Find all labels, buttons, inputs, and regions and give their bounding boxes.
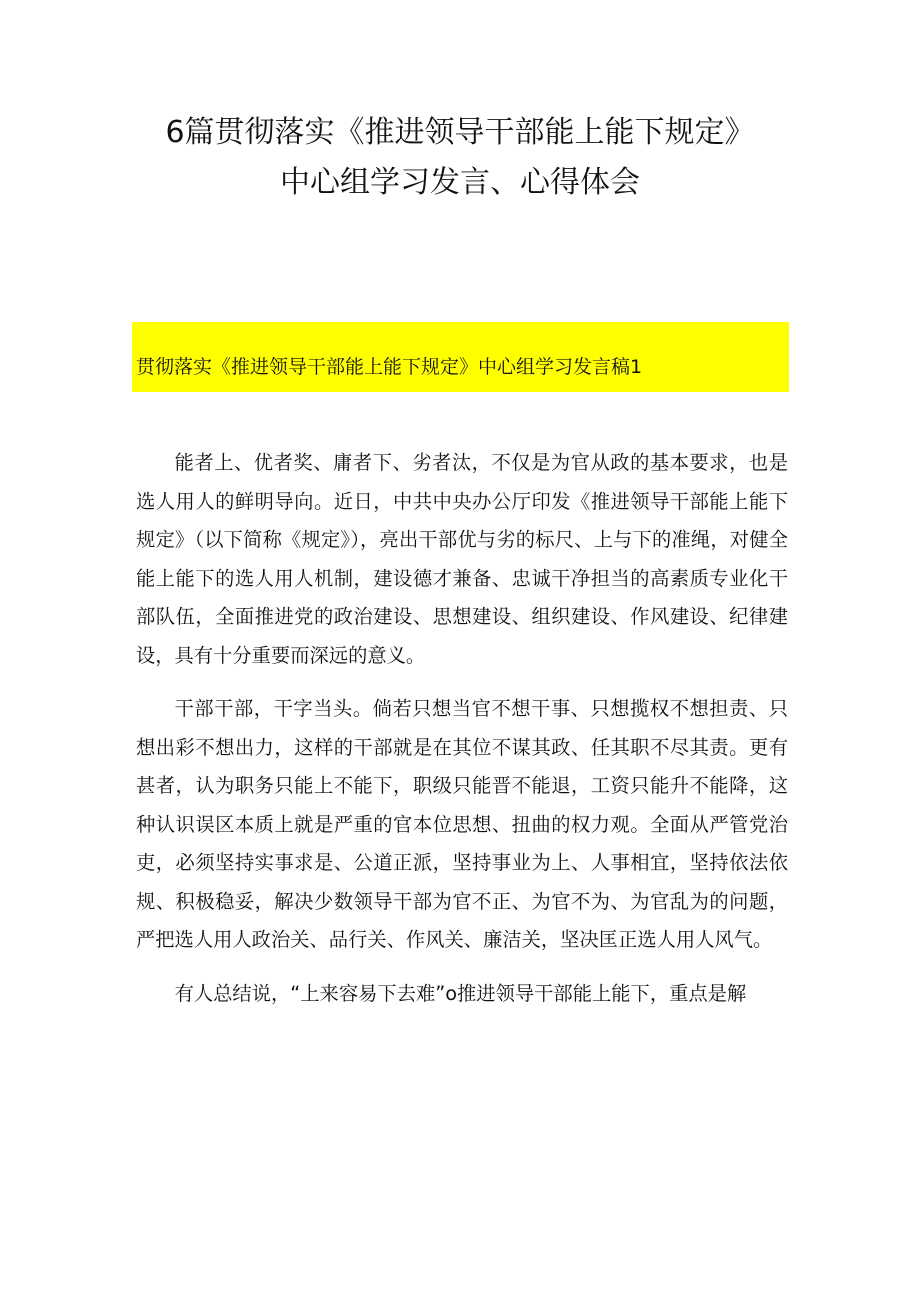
paragraph-3: 有人总结说，“上来容易下去难”o推进领导干部能上能下，重点是解 [174,981,747,1005]
paragraph-2: 干部干部，干字当头。倘若只想当官不想干事、只想揽权不想担责、只想出彩不想出力，这样的干部就是在其位不谋其政、任其职不尽其责。更有甚者，认为职务只能上不能下，职级只能晋不能退，工资只能升不能降，这种认识误区本质上就是严重的官本位思想、扭曲的权力观。全面从严管党治吏，必须坚持实事求是、公道正派，坚持事业为上、人事相宜，坚持依法依规、积极稳妥，解决少数领导干部为官不正、为官不为、为官乱为的问题，严把选人用人政治关、品行关、作风关、廉洁关，坚决匡正选人用人风气。 [136,697,788,951]
section-heading: 贯彻落实《推进领导干部能上能下规定》中心组学习发言稿1 [136,356,643,378]
document-body [136,444,788,1028]
document-title-line-2: 中心组学习发言、心得体会 [280,165,640,200]
document-title-line-1: 6篇贯彻落实《推进领导干部能上能下规定》 [165,115,755,150]
paragraph-1: 能者上、优者奖、庸者下、劣者汰，不仅是为官从政的基本要求，也是选人用人的鲜明导向。近日，中共中央办公厅印发《推进领导干部能上能下规定》（以下简称《规定》），亮出干部优与劣的标尺、上与下的准绳，对健全能上能下的选人用人机制，建设德才兼备、忠诚干净担当的高素质专业化干部队伍，全面推进党的政治建设、思想建设、组织建设、作风建设、纪律建设，具有十分重要而深远的意义。 [136,451,788,667]
document-title [0,108,920,208]
